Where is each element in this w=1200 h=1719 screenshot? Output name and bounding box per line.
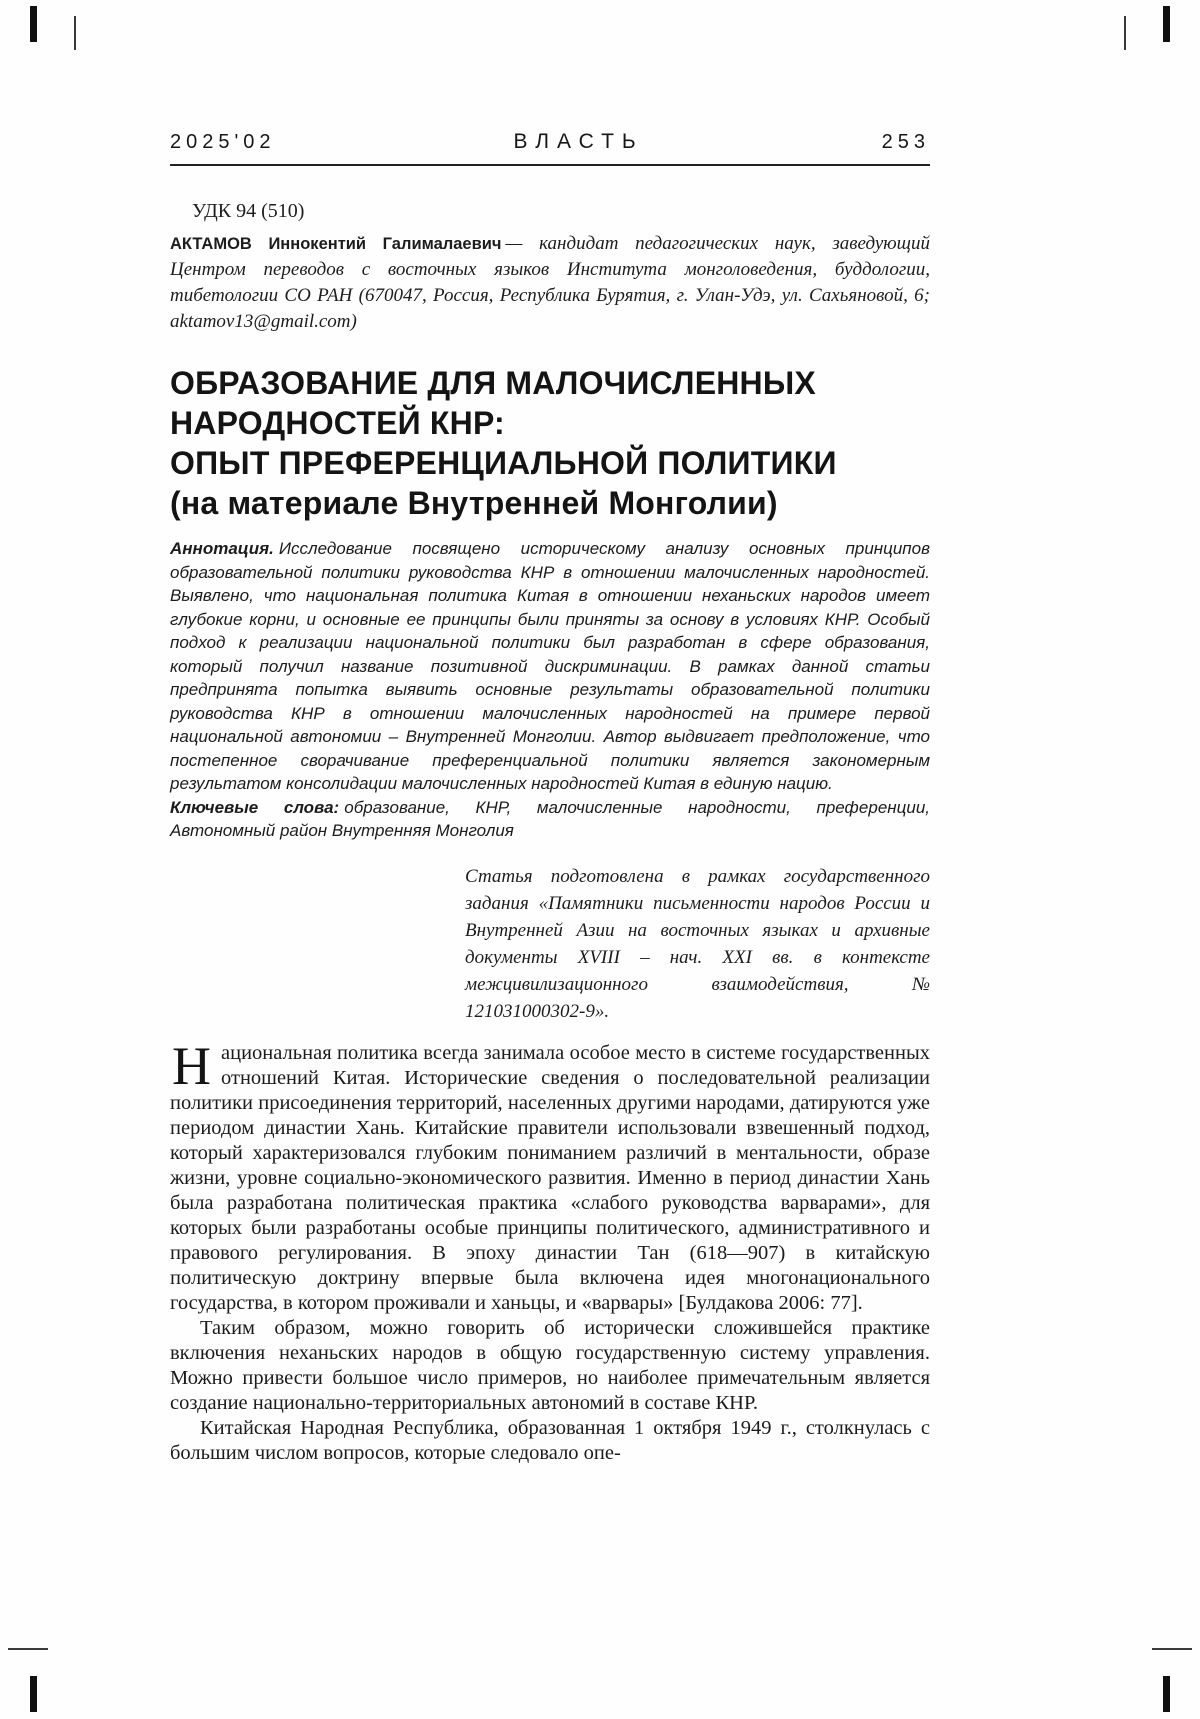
article-title xyxy=(170,363,930,523)
article-title-line: (на материале Внутренней Монголии) xyxy=(170,485,778,521)
crop-mark xyxy=(30,6,37,42)
page-content xyxy=(170,130,930,1466)
body-paragraph-3: Китайская Народная Республика, образованная 1 октября 1949 г., столкнулась с большим числом вопросов, которые следовало опе- xyxy=(170,1416,930,1464)
crop-mark xyxy=(8,1648,48,1650)
udc-code: УДК 94 (510) xyxy=(192,200,305,222)
author-affiliation: — кандидат педагогических наук, заведующий Центром переводов с восточных языков Института монголоведения, буддологии, тибетологии СО РАН (670047, Россия, Республика Бурятия, г. Улан-Удэ, ул. Сахьяновой, 6; aktamov13@gmail.com) xyxy=(170,233,930,332)
header-issue: 2025'02 xyxy=(170,131,276,153)
author-name: АКТАМОВ Иннокентий Галималаевич xyxy=(170,235,502,253)
body-paragraph-1-text: ациональная политика всегда занимала особое место в системе государственных отношений Китая. Исторические сведения о последовательной реализации политики присоединения территорий, населенных другими народами, датируются уже периодом династии Хань. Китайские правители использовали взвешенный подход, который характеризовался глубоким пониманием различий в ментальности, образе жизни, уровне социально-экономического развития. Именно в период династии Хань была разработана политическая практика «слабого руководства варварами», для которых были разработаны особые принципы политического, административного и правового регулирования. В эпоху династии Тан (618—907) в китайскую политическую доктрину впервые была включена идея многонационального государства, в котором проживали и ханьцы, и «варвары» [Булдакова 2006: 77]. xyxy=(170,1041,930,1314)
author-block xyxy=(170,231,930,335)
article-title-line: ОПЫТ ПРЕФЕРЕНЦИАЛЬНОЙ ПОЛИТИКИ xyxy=(170,445,837,481)
keywords-text: образование, КНР, малочисленные народности, преференции, Автономный район Внутренняя Монголия xyxy=(170,797,931,840)
abstract xyxy=(170,537,930,796)
body-paragraph-1 xyxy=(170,1035,930,1316)
crop-mark xyxy=(74,16,76,50)
crop-mark xyxy=(1152,1648,1192,1650)
article-body xyxy=(170,1035,930,1466)
abstract-label: Аннотация. xyxy=(170,539,274,558)
crop-mark xyxy=(1163,6,1170,42)
header-page-number: 253 xyxy=(881,131,930,153)
keywords xyxy=(170,796,930,843)
crop-mark xyxy=(1124,16,1126,50)
crop-mark xyxy=(1163,1676,1170,1712)
header-journal-title: ВЛАСТЬ xyxy=(513,130,644,153)
article-title-line: ОБРАЗОВАНИЕ ДЛЯ МАЛОЧИСЛЕННЫХ xyxy=(170,365,816,401)
keywords-label: Ключевые слова: xyxy=(170,797,340,817)
crop-mark xyxy=(30,1676,37,1712)
abstract-text: Исследование посвящено историческому анализу основных принципов образовательной политики руководства КНР в отношении малочисленных народностей. Выявлено, что национальная политика Китая в отношении неханьских народов имеет глубокие корни, и основные ее принципы были приняты за основу в условиях КНР. Особый подход к реализации национальной политики был разработан в сфере образования, который получил название позитивной дискриминации. В рамках данной статьи предпринята попытка выявить основные результаты образовательной политики руководства КНР в отношении малочисленных народностей на примере первой национальной автономии – Внутренней Монголии. Автор выдвигает предположение, что постепенное сворачивание преференциальной политики является закономерным результатом консолидации малочисленных народностей Китая в единую нацию. xyxy=(170,539,930,793)
running-header xyxy=(170,130,930,166)
drop-cap: Н xyxy=(172,1035,211,1096)
body-paragraph-2: Таким образом, можно говорить об исторически сложившейся практике включения неханьских народов в общую государственную систему управления. Можно привести большое число примеров, но наиболее примечательным является создание национально-территориальных автономий в составе КНР. xyxy=(170,1316,930,1414)
article-title-line: НАРОДНОСТЕЙ КНР: xyxy=(170,405,505,441)
funding-note: Статья подготовлена в рамках государственного задания «Памятники письменности народов России и Внутренней Азии на восточных языках и архивные документы XVIII – нач. XXI вв. в контексте межцивилизационного взаимодействия, № 121031000302-9». xyxy=(465,865,930,1022)
